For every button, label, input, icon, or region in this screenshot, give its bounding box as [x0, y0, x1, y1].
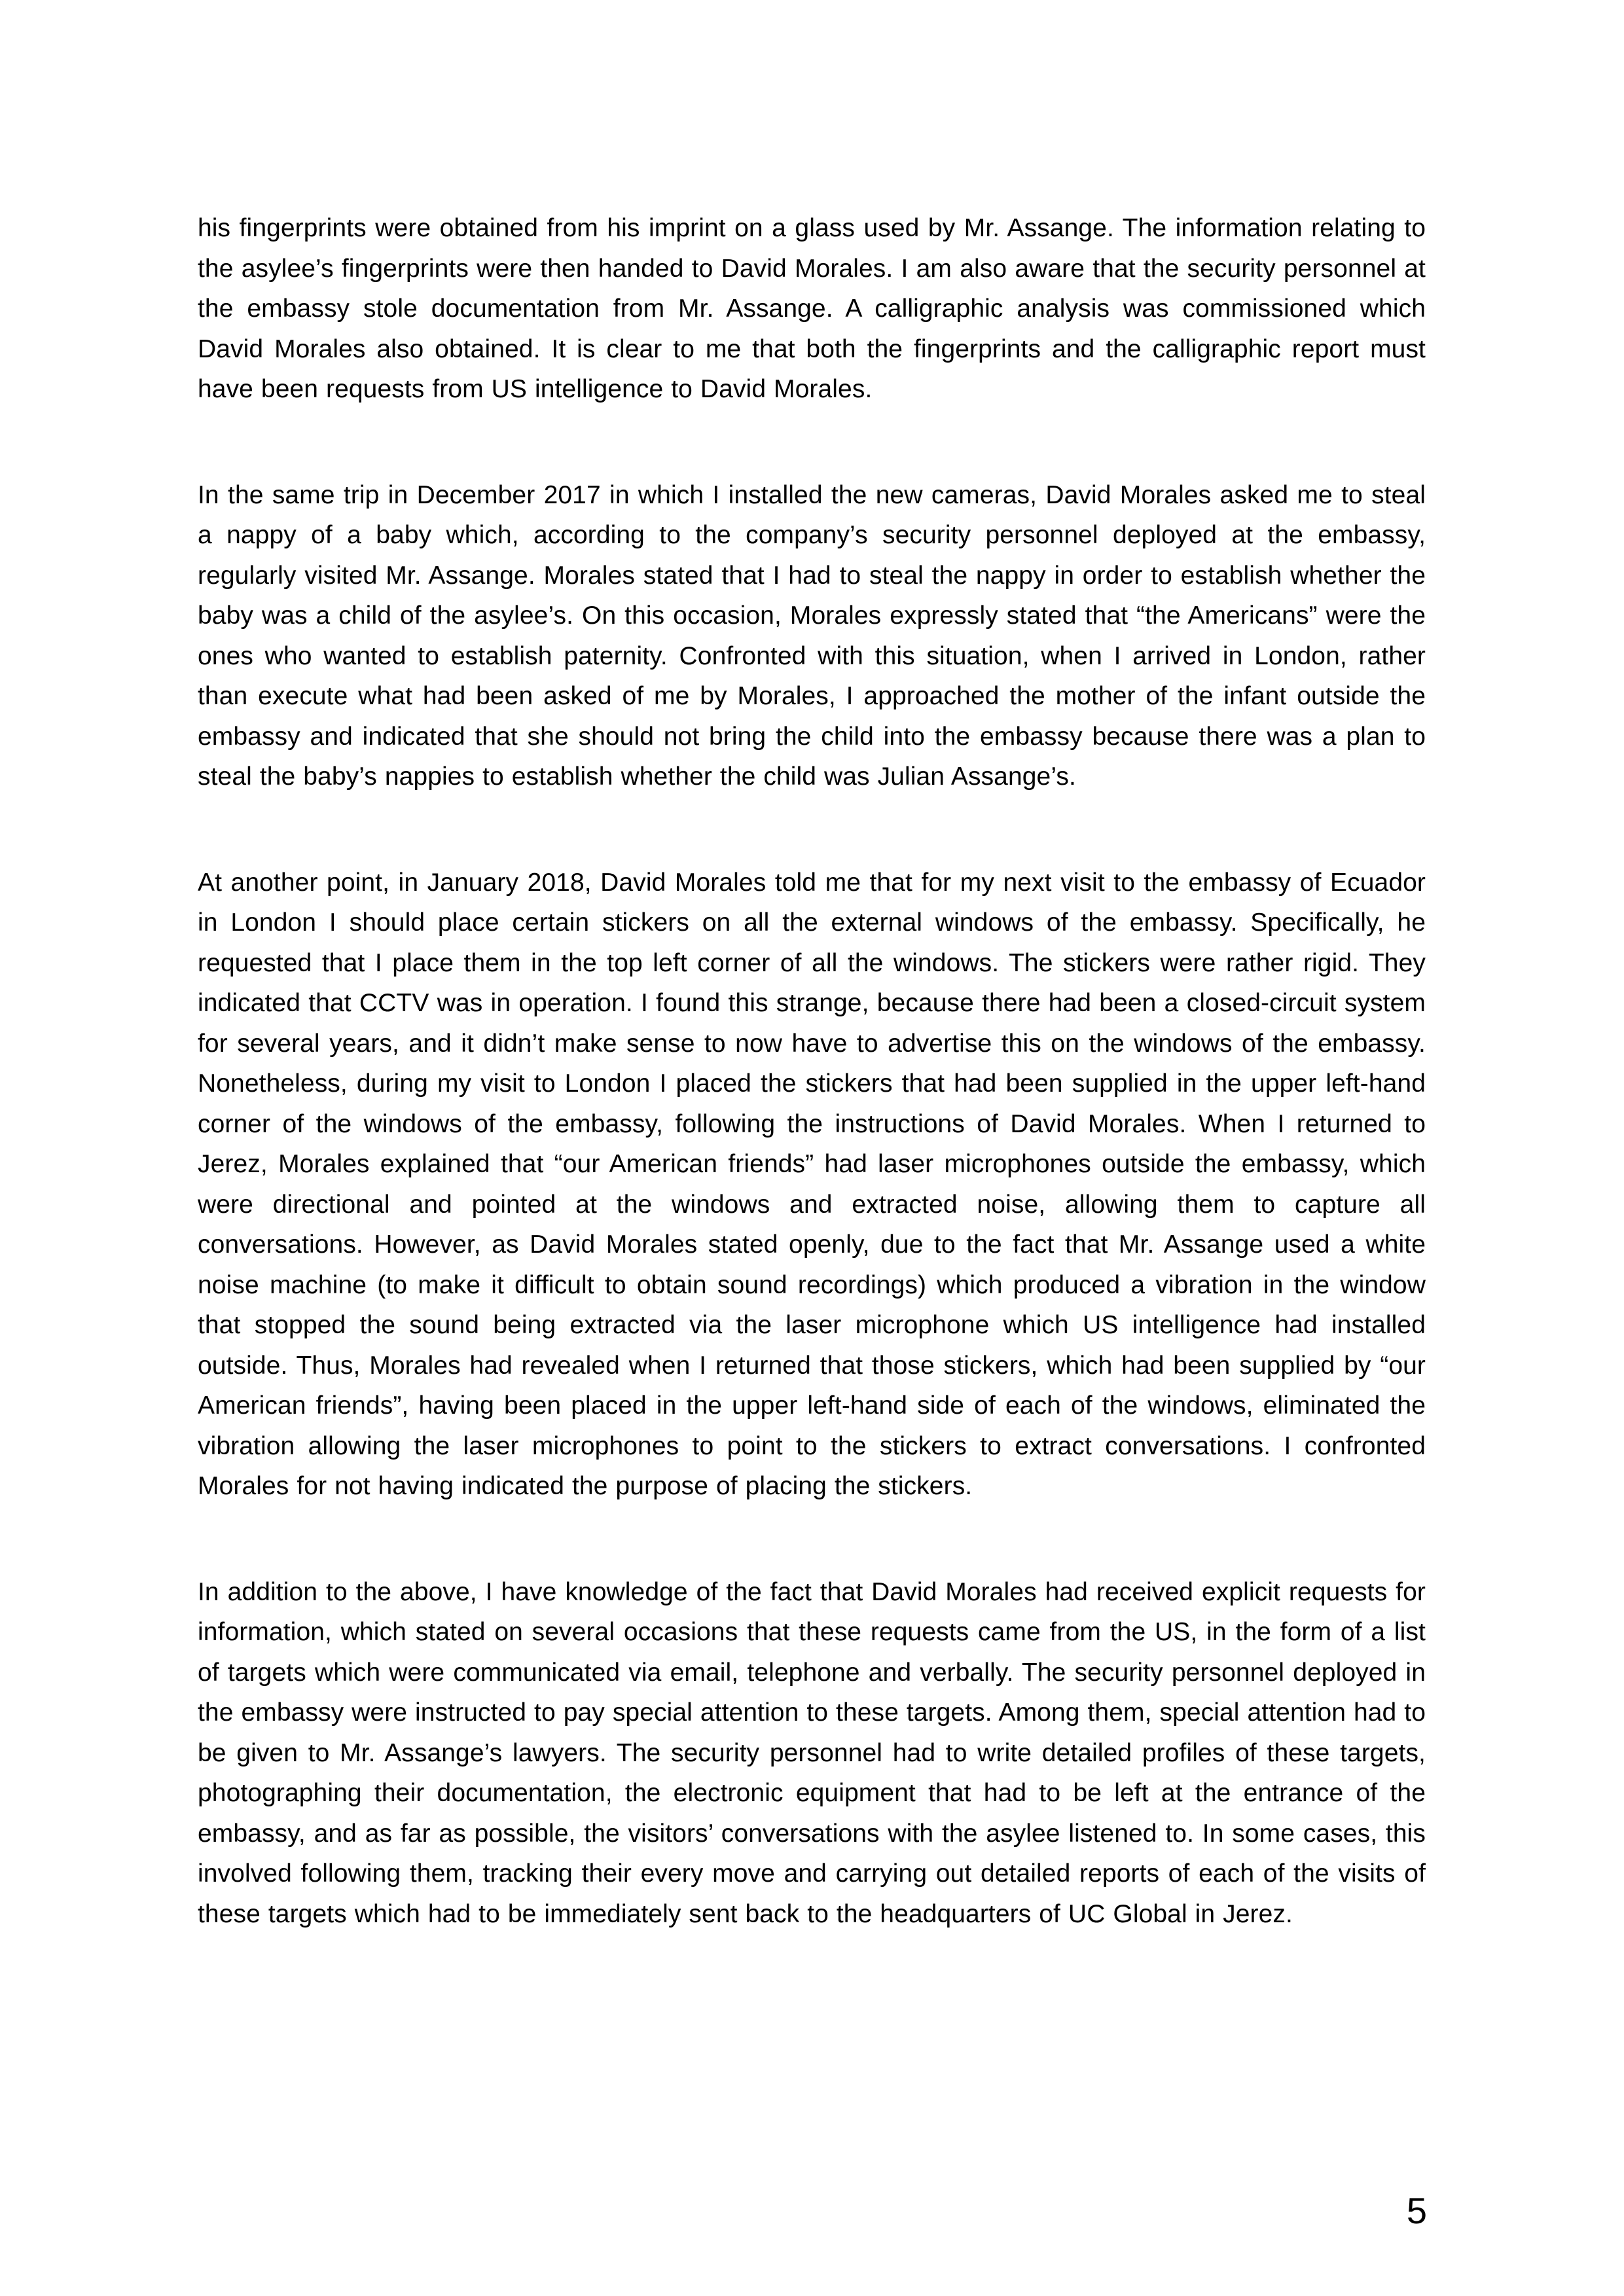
paragraph-3: At another point, in January 2018, David Morales told me that for my next visit to the embassy of Ecuador in London I should place certain stickers on all the external windows of the embassy. Specifically, he requested that I place them in the top left corner of all the windows. The stickers were rather rigid. They indicated that CCTV was in operation. I found this strange, because there had been a closed-circuit system for several years, and it didn’t make sense to now have to advertise this on the windows of the embassy. Nonetheless, during my visit to London I placed the stickers that had been supplied in the upper left-hand corner of the windows of the embassy, following the instructions of David Morales. When I returned to Jerez, Morales explained that “our American friends” had laser microphones outside the embassy, which were directional and pointed at the windows and extracted noise, allowing them to capture all conversations. However, as David Morales stated openly, due to the fact that Mr. Assange used a white noise machine (to make it difficult to obtain sound recordings) which produced a vibration in the window that stopped the sound being extracted via the laser microphone which US intelligence had installed outside. Thus, Morales had revealed when I returned that those stickers, which had been supplied by “our American friends”, having been placed in the upper left-hand side of each of the windows, eliminated the vibration allowing the laser microphones to point to the stickers to extract conversations. I confronted Morales for not having indicated the purpose of placing the stickers. [198, 868, 1426, 1500]
page-number: 5 [1406, 2190, 1427, 2231]
document-text-block [198, 208, 1426, 1934]
paragraph-1: his fingerprints were obtained from his imprint on a glass used by Mr. Assange. The information relating to the asylee’s fingerprints were then handed to David Morales. I am also aware that the security personnel at the embassy stole documentation from Mr. Assange. A calligraphic analysis was commissioned which David Morales also obtained. It is clear to me that both the fingerprints and the calligraphic report must have been requests from US intelligence to David Morales. [198, 214, 1426, 403]
paragraph-2: In the same trip in December 2017 in which I installed the new cameras, David Morales asked me to steal a nappy of a baby which, according to the company’s security personnel deployed at the embassy, regularly visited Mr. Assange. Morales stated that I had to steal the nappy in order to establish whether the baby was a child of the asylee’s. On this occasion, Morales expressly stated that “the Americans” were the ones who wanted to establish paternity. Confronted with this situation, when I arrived in London, rather than execute what had been asked of me by Morales, I approached the mother of the infant outside the embassy and indicated that she should not bring the child into the embassy because there was a plan to steal the baby’s nappies to establish whether the child was Julian Assange’s. [198, 480, 1426, 791]
paragraph-4: In addition to the above, I have knowledge of the fact that David Morales had received explicit requests for information, which stated on several occasions that these requests came from the US, in the form of a list of targets which were communicated via email, telephone and verbally. The security personnel deployed in the embassy were instructed to pay special attention to these targets. Among them, special attention had to be given to Mr. Assange’s lawyers. The security personnel had to write detailed profiles of these targets, photographing their documentation, the electronic equipment that had to be left at the entrance of the embassy, and as far as possible, the visitors’ conversations with the asylee listened to. In some cases, this involved following them, tracking their every move and carrying out detailed reports of each of the visits of these targets which had to be immediately sent back to the headquarters of UC Global in Jerez. [198, 1577, 1426, 1928]
